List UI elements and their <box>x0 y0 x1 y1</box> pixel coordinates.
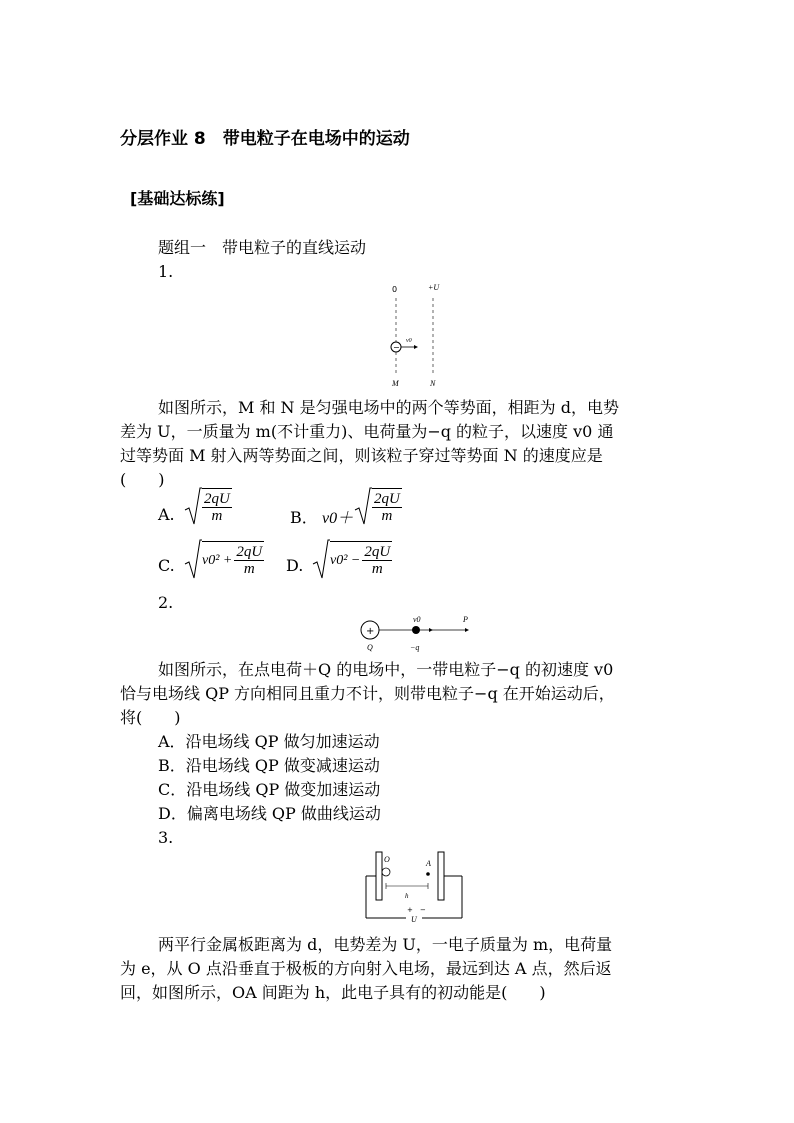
option-a-label: A. <box>158 505 175 524</box>
question-3-text-line: 为 e，从 O 点沿垂直于极板的方向射入电场，最远到达 A 点，然后返 <box>120 959 612 978</box>
question-1-text-line: 差为 U，一质量为 m(不计重力)、电荷量为−q 的粒子，以速度 v0 通 <box>120 422 614 441</box>
question-1-figure <box>380 280 450 390</box>
fig3-label-a: A <box>426 859 431 868</box>
option-c-label: C. <box>158 556 175 575</box>
fig3-label-u: U <box>411 915 417 924</box>
fig1-label-zero: 0 <box>392 285 398 294</box>
page-title: 分层作业 8 带电粒子在电场中的运动 <box>120 129 410 149</box>
question-2-option-b: B．沿电场线 QP 做变减速运动 <box>158 756 380 775</box>
question-2-option-c: C．沿电场线 QP 做变加速运动 <box>158 780 381 799</box>
electron-icon <box>382 868 390 876</box>
question-2-option-d: D．偏离电场线 QP 做曲线运动 <box>158 804 381 823</box>
question-3-figure <box>360 846 470 926</box>
question-3-number: 3. <box>158 828 174 847</box>
fig2-label-p: P <box>463 615 468 624</box>
option-a-numerator: 2qU <box>204 491 230 507</box>
fig2-label-q: Q <box>367 643 373 652</box>
fig3-label-h: h <box>405 892 409 900</box>
arrow-right-icon <box>465 628 469 632</box>
fig3-plus: + <box>407 906 413 914</box>
fig1-charge-sign: − <box>393 343 400 352</box>
question-2-option-a: A．沿电场线 QP 做匀加速运动 <box>158 732 380 751</box>
option-b-formula <box>354 486 402 526</box>
option-d-denominator: m <box>371 561 383 577</box>
point-a-icon <box>426 872 430 876</box>
question-1-text-line: 如图所示，M 和 N 是匀强电场中的两个等势面，相距为 d，电势 <box>158 398 619 417</box>
left-plate <box>376 852 382 900</box>
arrow-right-icon <box>414 345 418 349</box>
option-c-numerator: 2qU <box>236 544 263 560</box>
option-b-numerator: 2qU <box>374 491 400 507</box>
question-2-figure <box>355 610 475 654</box>
option-b-label: B． <box>290 508 318 527</box>
charge-particle-icon <box>412 626 420 634</box>
right-plate <box>438 852 444 900</box>
question-1-number: 1. <box>158 262 174 281</box>
option-b-prefix: v0＋ <box>322 510 354 527</box>
section-heading: [基础达标练] <box>130 189 225 208</box>
question-3-text-line: 两平行金属板距离为 d，电势差为 U，一电子质量为 m，电荷量 <box>158 935 613 954</box>
fig3-minus: − <box>420 906 426 914</box>
option-a-denominator: m <box>211 508 223 524</box>
option-d-formula <box>312 538 392 580</box>
option-c-formula <box>184 538 264 580</box>
option-d-numerator: 2qU <box>364 544 391 560</box>
fig2-label-v0: v0 <box>413 615 421 624</box>
option-d-prefix: v0² − <box>330 552 361 568</box>
question-2-text-line: 将( ) <box>120 708 181 727</box>
fig1-label-m: M <box>392 379 399 388</box>
fig1-label-v0: v0 <box>406 338 412 344</box>
question-1-text-line: 过等势面 M 射入两等势面之间，则该粒子穿过等势面 N 的速度应是 <box>120 446 603 465</box>
fig3-label-o: O <box>384 855 390 864</box>
option-a-formula <box>184 486 232 526</box>
option-d-label: D. <box>286 556 304 575</box>
fig1-label-n: N <box>430 379 436 388</box>
fig2-plus: + <box>366 626 375 637</box>
question-2-text-line: 如图所示，在点电荷＋Q 的电场中，一带电粒子−q 的初速度 v0 <box>158 660 614 679</box>
group-heading: 题组一 带电粒子的直线运动 <box>158 238 367 257</box>
option-c-prefix: v0² + <box>202 552 233 568</box>
question-2-text-line: 恰与电场线 QP 方向相同且重力不计，则带电粒子−q 在开始运动后， <box>120 684 615 703</box>
question-3-text-line: 回，如图所示，OA 间距为 h，此电子具有的初动能是( ) <box>120 983 546 1002</box>
question-1-text-line: ( ) <box>120 470 165 489</box>
arrow-right-icon <box>429 628 433 632</box>
fig2-label-minus-q: −q <box>410 643 420 652</box>
option-b-denominator: m <box>381 508 393 524</box>
fig1-label-plus-u: +U <box>428 283 440 292</box>
question-2-number: 2. <box>158 593 174 612</box>
option-c-denominator: m <box>243 561 255 577</box>
